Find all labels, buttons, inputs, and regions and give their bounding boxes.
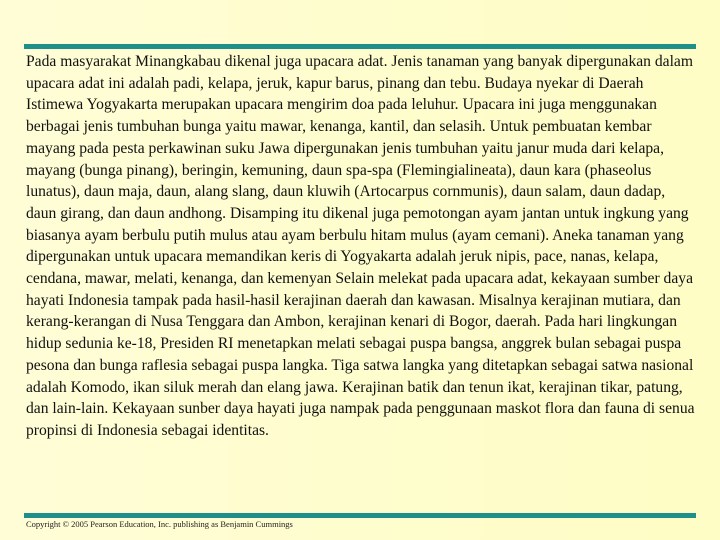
top-divider [24, 44, 696, 49]
bottom-divider [24, 513, 696, 518]
body-paragraph: Pada masyarakat Minangkabau dikenal juga upacara adat. Jenis tanaman yang banyak dipergunakan dalam upacara adat ini adalah padi, kelapa, jeruk, kapur barus, pinang dan tebu. Budaya nyekar di Daerah Istimewa Yogyakarta merupakan upacara mengirim doa pada leluhur. Upacara ini juga menggunakan berbagai jenis tumbuhan bunga yaitu mawar, kenanga, kantil, dan selasih. Untuk pembuatan kembar mayang pada pesta perkawinan suku Jawa dipergunakan jenis tumbuhan yaitu janur muda dari kelapa, mayang (bunga pinang), beringin, kemuning, daun spa-spa (Flemingialineata), daun kara (phaseolus lunatus), daun maja, daun, alang slang, daun kluwih (Artocarpus cornmunis), daun salam, daun dadap, daun girang, dan daun andhong. Disamping itu dikenal juga pemotongan ayam jantan untuk ingkung yang biasanya ayam berbulu putih mulus atau ayam berbulu hitam mulus (ayam cemani). Aneka tanaman yang dipergunakan untuk upacara memandikan keris di Yogyakarta adalah jeruk nipis, pace, nanas, kelapa, cendana, mawar, melati, kenanga, dan kemenyan Selain melekat pada upacara adat, kekayaan sumber daya hayati Indonesia tampak pada hasil-hasil kerajinan daerah dan kawasan. Misalnya kerajinan mutiara, dan kerang-kerangan di Nusa Tenggara dan Ambon, kerajinan kenari di Bogor, daerah. Pada hari lingkungan hidup sedunia ke-18, Presiden RI menetapkan melati sebagai puspa bangsa, anggrek bulan sebagai puspa pesona dan bunga raflesia sebagai puspa langka. Tiga satwa langka yang ditetapkan sebagai satwa nasional adalah Komodo, ikan siluk merah dan elang jawa. Kerajinan batik dan tenun ikat, kerajinan tikar, patung, dan lain-lain. Kekayaan sunber daya hayati juga nampak pada penggunaan maskot flora dan fauna di senua propinsi di Indonesia sebagai identitas. [26, 53, 695, 439]
copyright-footer: Copyright © 2005 Pearson Education, Inc. publishing as Benjamin Cummings [26, 519, 293, 529]
